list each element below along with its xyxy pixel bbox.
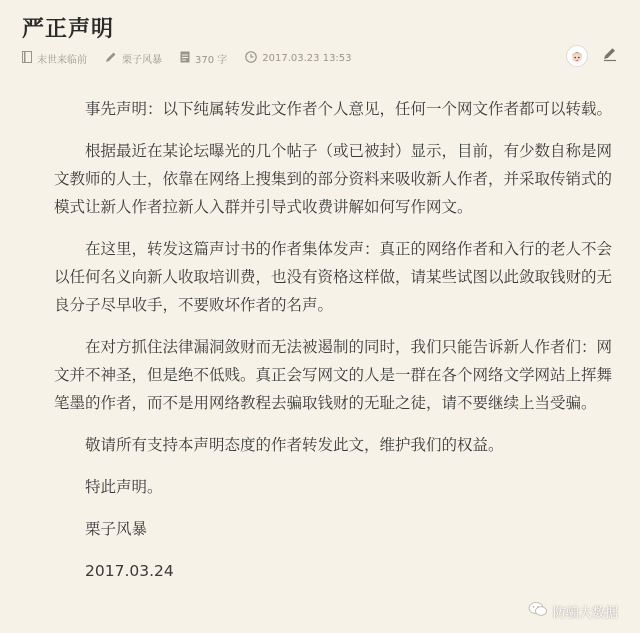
signature-name: 栗子风暴 bbox=[85, 520, 148, 538]
watermark bbox=[528, 601, 618, 621]
paragraph-warning: 在对方抓住法律漏洞敛财而无法被遏制的同时，我们只能告诉新人作者们：网文并不神圣，但是绝不低贱。真正会写网文的人是一群在各个网络文学网站上挥舞笔墨的作者，而不是用网络教程去骗取钱财的无耻之徒，请不要继续上当受骗。 bbox=[54, 338, 613, 412]
article-body bbox=[54, 95, 614, 599]
article-meta bbox=[22, 50, 370, 66]
header-actions bbox=[566, 45, 618, 67]
meta-author-label: 栗子风暴 bbox=[122, 54, 162, 66]
pen-icon bbox=[105, 51, 117, 66]
edit-icon[interactable] bbox=[602, 46, 618, 66]
paragraph-disclaimer: 事先声明：以下纯属转发此文作者个人意见，任何一个网文作者都可以转载。 bbox=[85, 100, 613, 118]
signature-date: 2017.03.24 bbox=[85, 562, 174, 580]
paragraph-background: 根据最近在某论坛曝光的几个帖子（或已被封）显示，目前，有少数自称是网文教师的人士，依靠在网络上搜集到的部分资料来吸收新人作者，并采取传销式的模式让新人作者拉新人入群并引导式收费讲解如何写作网文。 bbox=[54, 142, 613, 216]
meta-word-count bbox=[180, 51, 227, 66]
avatar-icon[interactable] bbox=[566, 45, 588, 67]
meta-word-count-label: 370 字 bbox=[195, 54, 228, 66]
clock-icon bbox=[245, 51, 257, 66]
meta-datetime-label: 2017.03.23 13:53 bbox=[262, 52, 352, 64]
watermark-label: 防骗大数据 bbox=[552, 605, 618, 621]
paragraph-statement: 在这里，转发这篇声讨书的作者集体发声：真正的网络作者和入行的老人不会以任何名义向新人收取培训费，也没有资格这样做，请某些试图以此敛取钱财的无良分子尽早收手，不要败坏作者的名声。 bbox=[54, 240, 613, 314]
page-title: 严正声明 bbox=[22, 17, 115, 42]
meta-author[interactable] bbox=[105, 51, 162, 66]
wechat-icon bbox=[528, 601, 548, 621]
book-icon bbox=[22, 51, 32, 66]
meta-datetime bbox=[245, 51, 351, 66]
paragraph-closing: 特此声明。 bbox=[85, 478, 163, 496]
meta-category-label: 末世来临前 bbox=[37, 54, 87, 66]
document-icon bbox=[180, 51, 190, 66]
paragraph-call-to-action: 敬请所有支持本声明态度的作者转发此文，维护我们的权益。 bbox=[85, 436, 504, 454]
meta-category[interactable] bbox=[22, 51, 87, 66]
